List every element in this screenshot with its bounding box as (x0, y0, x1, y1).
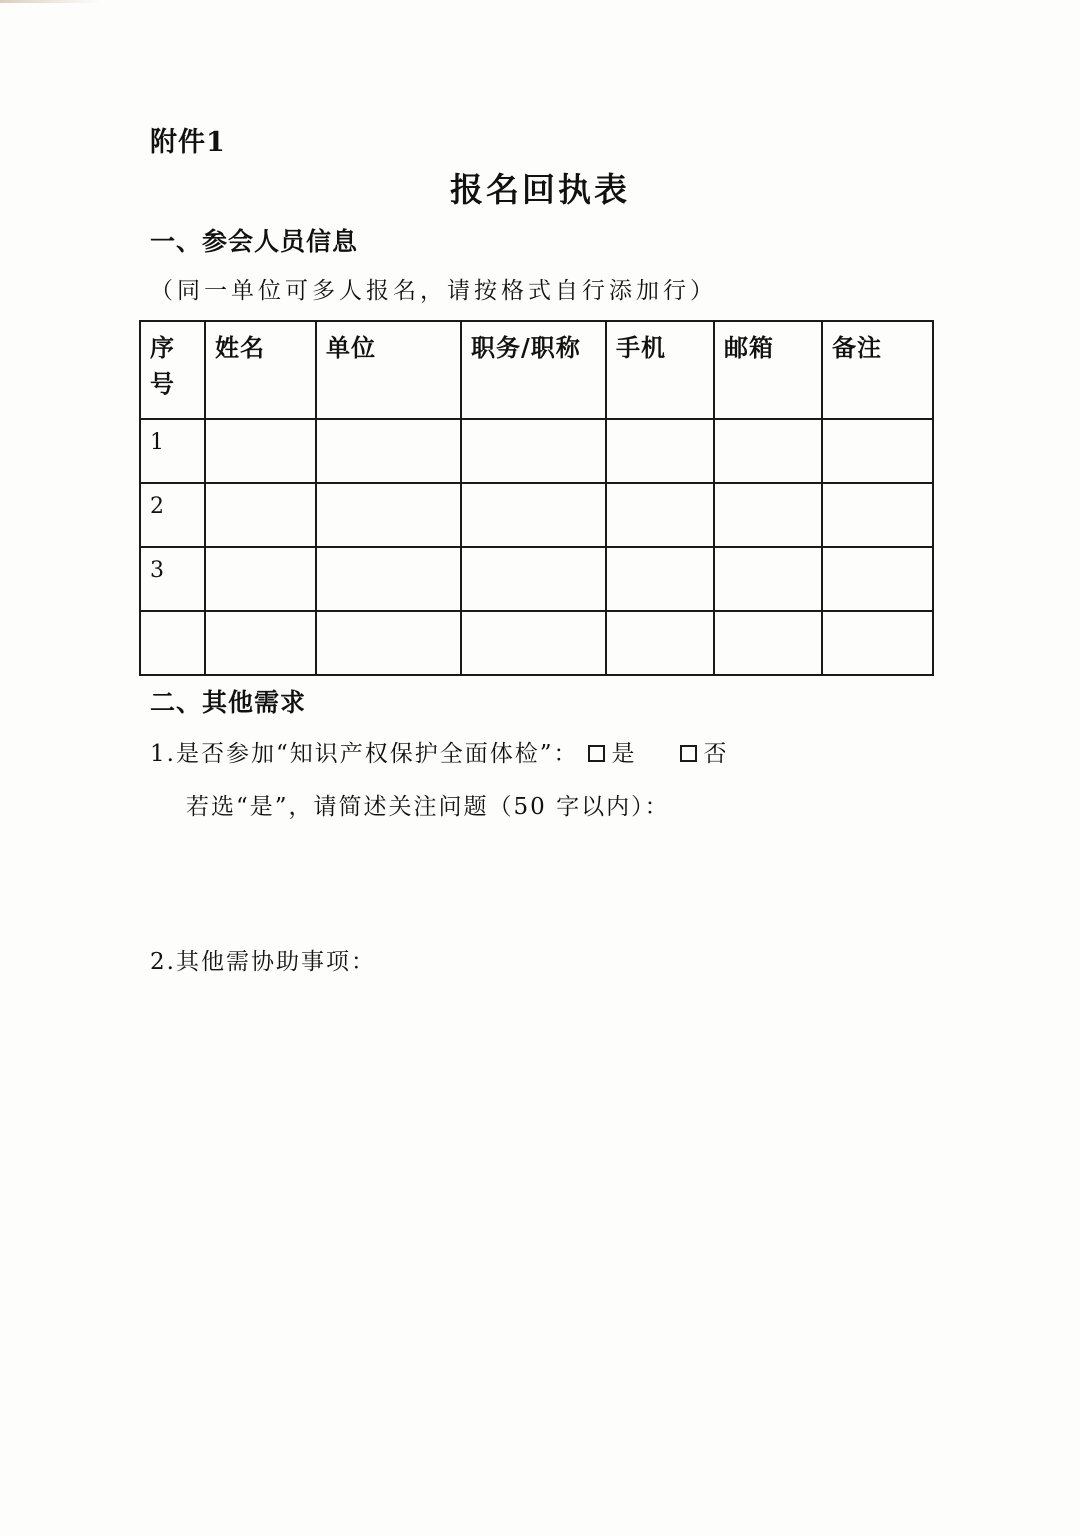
cell-name[interactable] (205, 611, 316, 675)
section1-note: （同一单位可多人报名，请按格式自行添加行） (150, 278, 717, 304)
cell-organization[interactable] (316, 419, 461, 483)
cell-serial: 2 (140, 483, 205, 547)
cell-serial: 3 (140, 547, 205, 611)
attachment-label: 附件1 (150, 127, 226, 158)
cell-position-title[interactable] (461, 611, 606, 675)
question-1-text: 1.是否参加“知识产权保护全面体检”： (150, 741, 579, 767)
cell-position-title[interactable] (461, 483, 606, 547)
table-row (140, 611, 933, 675)
cell-organization[interactable] (316, 547, 461, 611)
option-no-label: 否 (703, 741, 729, 767)
cell-organization[interactable] (316, 483, 461, 547)
cell-mobile[interactable] (606, 611, 714, 675)
cell-mobile[interactable] (606, 547, 714, 611)
cell-remarks[interactable] (822, 611, 933, 675)
checkbox-yes[interactable] (588, 745, 605, 762)
question-1 (150, 735, 728, 768)
section2-heading: 二、其他需求 (150, 688, 307, 717)
cell-mobile[interactable] (606, 419, 714, 483)
scan-edge-mark (0, 0, 100, 3)
header-position-title: 职务/职称 (461, 321, 606, 419)
header-organization: 单位 (316, 321, 461, 419)
header-email: 邮箱 (714, 321, 822, 419)
cell-serial: 1 (140, 419, 205, 483)
question-2: 2.其他需协助事项： (150, 949, 376, 975)
cell-mobile[interactable] (606, 483, 714, 547)
header-remarks: 备注 (822, 321, 933, 419)
table-row (140, 419, 933, 483)
cell-serial (140, 611, 205, 675)
attendee-table (139, 320, 934, 676)
table-header-row (140, 321, 933, 419)
table-row (140, 547, 933, 611)
cell-remarks[interactable] (822, 419, 933, 483)
cell-organization[interactable] (316, 611, 461, 675)
cell-name[interactable] (205, 547, 316, 611)
cell-position-title[interactable] (461, 547, 606, 611)
option-yes-label: 是 (611, 741, 637, 767)
cell-remarks[interactable] (822, 483, 933, 547)
cell-name[interactable] (205, 419, 316, 483)
table-row (140, 483, 933, 547)
cell-remarks[interactable] (822, 547, 933, 611)
header-serial-number: 序号 (140, 321, 205, 419)
section1-heading: 一、参会人员信息 (150, 227, 359, 256)
header-mobile: 手机 (606, 321, 714, 419)
cell-email[interactable] (714, 483, 822, 547)
page-title: 报名回执表 (450, 170, 630, 209)
checkbox-no[interactable] (680, 745, 697, 762)
cell-email[interactable] (714, 419, 822, 483)
cell-name[interactable] (205, 483, 316, 547)
cell-email[interactable] (714, 611, 822, 675)
question-1-follow-up: 若选“是”，请简述关注问题（50 字以内）： (186, 794, 670, 820)
header-name: 姓名 (205, 321, 316, 419)
cell-position-title[interactable] (461, 419, 606, 483)
cell-email[interactable] (714, 547, 822, 611)
